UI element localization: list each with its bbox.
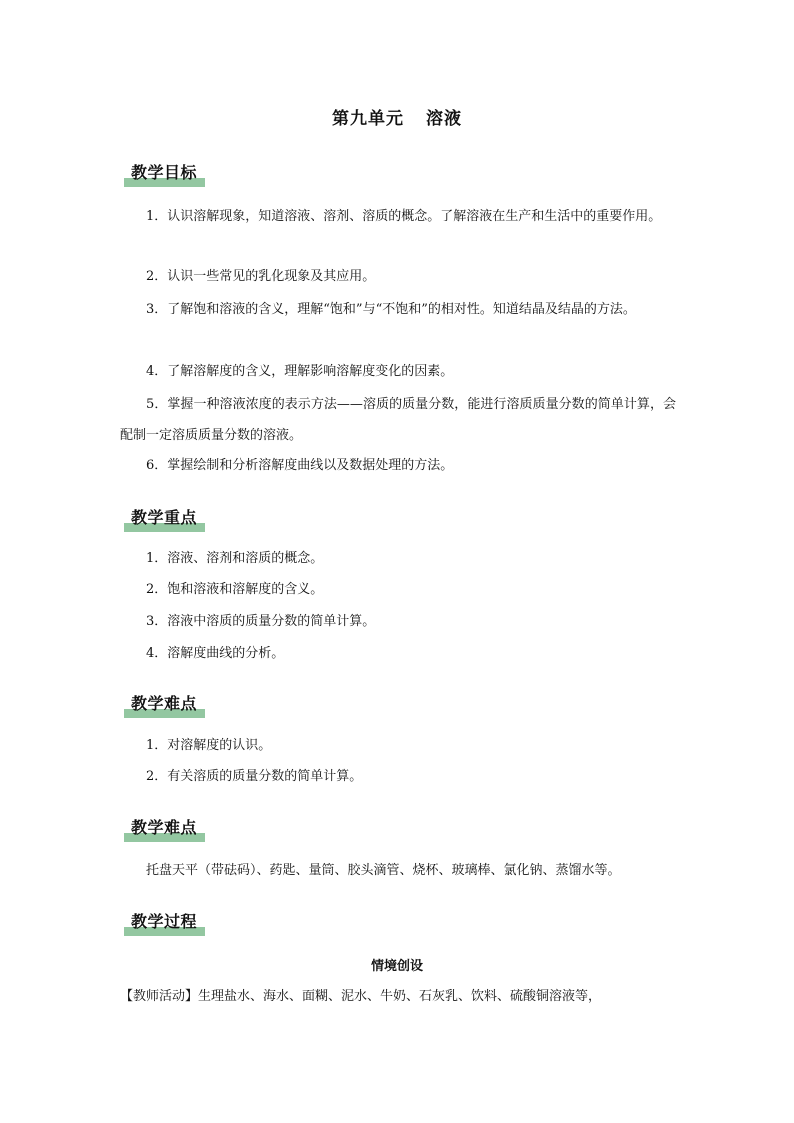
key-point-item: 2．饱和溶液和溶解度的含义。: [146, 582, 324, 597]
process-text: 【教师活动】生理盐水、海水、面糊、泥水、牛奶、石灰乳、饮料、硫酸铜溶液等，: [120, 989, 602, 1004]
key-point-item: 3．溶液中溶质的质量分数的简单计算。: [146, 614, 376, 629]
title-unit: 第九单元: [332, 109, 404, 129]
key-point-item: 1．溶液、溶剂和溶质的概念。: [146, 551, 324, 566]
title-topic: 溶液: [426, 109, 462, 129]
key-point-item: 4．溶解度曲线的分析。: [146, 646, 285, 661]
section-heading-difficulties: 教学难点: [124, 693, 205, 715]
goal-item: 1．认识溶解现象，知道溶液、溶剂、溶质的概念。了解溶液在生产和生活中的重要作用。: [146, 209, 662, 224]
difficulty-item: 2．有关溶质的质量分数的简单计算。: [146, 769, 363, 784]
section-heading-key-points: 教学重点: [124, 507, 205, 529]
goal-item: 5．掌握一种溶液浓度的表示方法——溶质的质量分数，能进行溶质质量分数的简单计算，会配制一定溶质质量分数的溶液。: [120, 397, 676, 443]
goal-item: 4．了解溶解度的含义，理解影响溶解度变化的因素。: [146, 364, 454, 379]
section-heading-materials: 教学难点: [124, 817, 205, 839]
goal-item: 2．认识一些常见的乳化现象及其应用。: [146, 269, 376, 284]
section-heading-goals: 教学目标: [124, 162, 205, 184]
difficulty-item: 1．对溶解度的认识。: [146, 738, 272, 753]
goal-item: 6．掌握绘制和分析溶解度曲线以及数据处理的方法。: [146, 458, 454, 473]
section-heading-process: 教学过程: [124, 911, 205, 933]
process-subheading: 情境创设: [370, 959, 423, 974]
goal-item: 3．了解饱和溶液的含义，理解“饱和”与“不饱和”的相对性。知道结晶及结晶的方法。: [146, 302, 636, 317]
materials-text: 托盘天平（带砝码）、药匙、量筒、胶头滴管、烧杯、玻璃棒、氯化钠、蒸馏水等。: [146, 863, 621, 878]
page-title: [0, 104, 794, 129]
